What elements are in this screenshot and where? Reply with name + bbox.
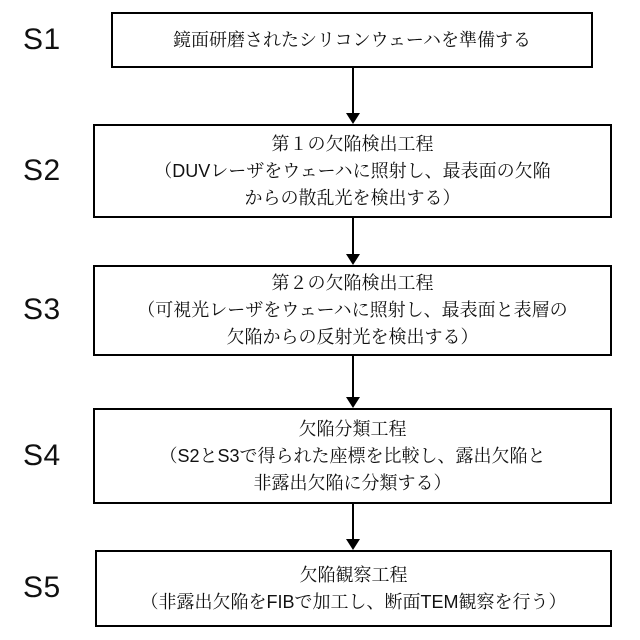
step-text-line: 欠陥からの反射光を検出する）: [226, 327, 479, 347]
step-label-s1: S1: [23, 23, 61, 56]
step-box-s4: [93, 408, 612, 504]
arrow-down-icon: [346, 254, 360, 265]
step-text-line: 非露出欠陥に分類する）: [253, 472, 452, 493]
step-text-line: 鏡面研磨されたシリコンウェーハを準備する: [172, 29, 532, 50]
step-text-line: 欠陥観察工程: [299, 564, 408, 585]
arrow-down-icon: [346, 397, 360, 408]
flow-connector-line-2: [352, 218, 354, 255]
step-label-s5: S5: [23, 571, 61, 604]
step-text-line: 第１の欠陥検出工程: [271, 133, 434, 154]
step-text-line: （非露出欠陥をFIBで加工し、断面TEM観察を行う）: [140, 591, 567, 612]
step-label-s3: S3: [23, 293, 61, 326]
step-text-line: （可視光レーザをウェーハに照射し、最表面と表層の: [137, 300, 568, 320]
step-box-s2: [93, 124, 612, 218]
step-label-s4: S4: [23, 439, 61, 472]
step-box-s1: [111, 12, 593, 68]
step-label-s2: S2: [23, 154, 61, 187]
flow-connector-line-1: [352, 68, 354, 114]
arrow-down-icon: [346, 113, 360, 124]
step-text-line: からの散乱光を検出する）: [244, 187, 461, 208]
step-box-s5: [95, 550, 612, 627]
flow-connector-line-4: [352, 504, 354, 540]
step-box-s3: [93, 265, 612, 356]
step-text-line: 欠陥分類工程: [298, 418, 407, 439]
step-text-line: （S2とS3で得られた座標を比較し、露出欠陥と: [159, 445, 546, 466]
step-text-line: 第２の欠陥検出工程: [271, 273, 434, 293]
flow-connector-line-3: [352, 356, 354, 398]
arrow-down-icon: [346, 539, 360, 550]
step-text-line: （DUVレーザをウェーハに照射し、最表面の欠陥: [154, 160, 551, 181]
